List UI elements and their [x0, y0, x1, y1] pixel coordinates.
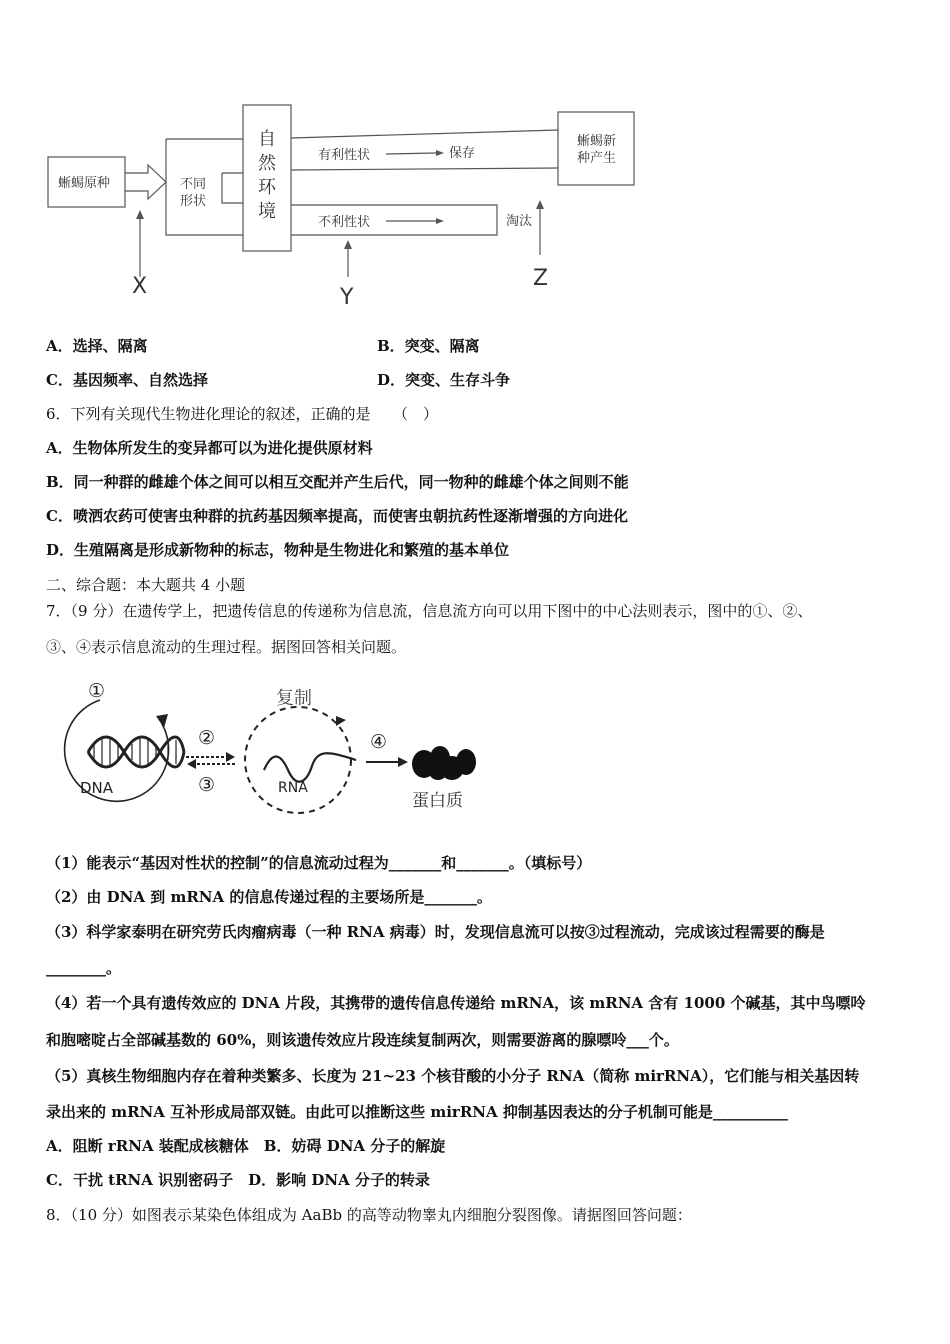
q7-part1: （1）能表示“基因对性状的控制”的信息流动过程为_______和_______。（填标号）: [46, 854, 592, 872]
q6-option-d: D．生殖隔离是形成新物种的标志，物种是生物进化和繁殖的基本单位: [46, 541, 510, 559]
protein-icon: [412, 746, 476, 780]
q7-part5-line1: （5）真核生物细胞内存在着种类繁多、长度为 21~23 个核苷酸的小分子 RNA（简称 mirRNA），它们能与相关基因转: [46, 1067, 860, 1085]
q6-option-c: C．喷洒农药可使害虫种群的抗药基因频率提高，而使害虫朝抗药性逐渐增强的方向进化: [46, 507, 628, 525]
q5-option-a: A．选择、隔离: [46, 337, 148, 355]
q6-stem: 6．下列有关现代生物进化理论的叙述，正确的是 （ ）: [46, 405, 439, 423]
num-3: ③: [198, 774, 216, 796]
rna-strand-icon: [264, 753, 356, 781]
new-species-label-1: 蜥蜴新: [577, 134, 617, 149]
q7-part2: （2）由 DNA 到 mRNA 的信息传递过程的主要场所是_______。: [46, 888, 492, 906]
dna-label: DNA: [80, 779, 114, 797]
label-z: Z: [533, 266, 549, 291]
lizard-origin-label: 蜥蜴原种: [58, 176, 111, 191]
q7-stem-line1: 7．（9 分）在遗传学上，把遗传信息的传递称为信息流，信息流方向可以用下图中的中心法则表示，图中的①、②、: [46, 602, 813, 620]
replicate-label: 复制: [276, 688, 312, 709]
preserve-label: 保存: [449, 146, 476, 161]
num-4: ④: [370, 731, 388, 753]
q7-part3-line1: （3）科学家泰明在研究劳氏肉瘤病毒（一种 RNA 病毒）时，发现信息流可以按③过程流动，完成该过程需要的酶是: [46, 923, 825, 941]
diff-traits-label-2: 形状: [180, 194, 207, 209]
env-char-1: 自: [258, 129, 276, 150]
q7-part4-line2: 和胞嘧啶占全部碱基数的 60%，则该遗传效应片段连续复制两次，则需要游离的腺嘌呤___个。: [46, 1031, 679, 1049]
rna-label: RNA: [278, 780, 308, 796]
env-char-4: 境: [258, 201, 276, 222]
protein-label: 蛋白质: [412, 791, 463, 811]
evolution-diagram: [0, 95, 700, 320]
label-y: Y: [340, 285, 354, 310]
q6-option-b: B．同一种群的雌雄个体之间可以相互交配并产生后代，同一物种的雌雄个体之间则不能: [46, 473, 629, 491]
favorable-label: 有利性状: [318, 148, 371, 163]
unfavorable-label: 不利性状: [318, 215, 371, 230]
label-x: X: [132, 274, 148, 299]
q5-option-c: C．基因频率、自然选择: [46, 371, 208, 389]
section-heading: 二、综合题：本大题共 4 小题: [46, 576, 246, 594]
q6-option-a: A．生物体所发生的变异都可以为进化提供原材料: [46, 439, 373, 457]
num-1: ①: [88, 680, 106, 702]
q7-part4-line1: （4）若一个具有遗传效应的 DNA 片段，其携带的遗传信息传递给 mRNA，该 mRNA 含有 1000 个碱基，其中鸟嘌呤: [46, 994, 866, 1012]
eliminate-label: 淘汰: [506, 214, 533, 229]
q5-option-b: B．突变、隔离: [377, 337, 480, 355]
q7-options-ab: A．阻断 rRNA 装配成核糖体 B．妨碍 DNA 分子的解旋: [46, 1137, 446, 1155]
q7-part5-line2: 录出来的 mRNA 互补形成局部双链。由此可以推断这些 mirRNA 抑制基因表达的分子机制可能是__________: [46, 1103, 788, 1121]
q7-part3-line2: ________。: [46, 959, 122, 977]
num-2: ②: [198, 727, 216, 749]
env-char-2: 然: [258, 153, 276, 174]
new-species-label-2: 种产生: [577, 151, 617, 166]
q7-stem-line2: ③、④表示信息流动的生理过程。据图回答相关问题。: [46, 638, 407, 656]
q8-stem: 8．（10 分）如图表示某染色体组成为 AaBb 的高等动物睾丸内细胞分裂图像。请据图回答问题：: [46, 1206, 692, 1224]
diff-traits-label-1: 不同: [180, 177, 207, 192]
q5-option-d: D．突变、生存斗争: [377, 371, 511, 389]
q7-options-cd: C．干扰 tRNA 识别密码子 D．影响 DNA 分子的转录: [46, 1171, 430, 1189]
hollow-arrow-icon: [125, 165, 166, 199]
env-char-3: 环: [258, 177, 276, 198]
central-dogma-diagram: [40, 672, 500, 822]
